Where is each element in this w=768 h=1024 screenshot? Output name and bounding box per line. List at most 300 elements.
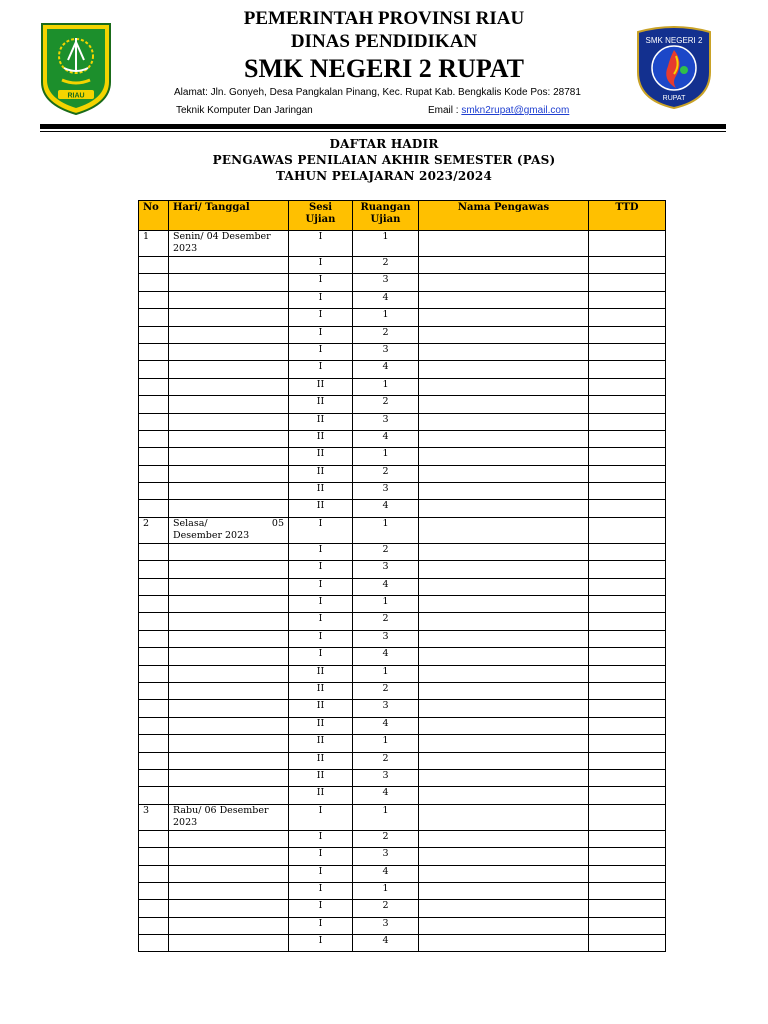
row-day-date <box>169 787 289 804</box>
row-room: 1 <box>353 231 419 257</box>
table-row <box>139 561 666 578</box>
row-no <box>139 448 169 465</box>
row-supervisor-name-cell <box>419 517 589 543</box>
row-supervisor-name-cell <box>419 326 589 343</box>
row-no <box>139 665 169 682</box>
row-room: 1 <box>353 596 419 613</box>
row-day-date <box>169 413 289 430</box>
row-no <box>139 361 169 378</box>
row-session: II <box>289 448 353 465</box>
header-no: No <box>139 201 169 231</box>
header-email <box>428 105 569 116</box>
row-no <box>139 561 169 578</box>
row-day-date <box>169 752 289 769</box>
row-room: 1 <box>353 735 419 752</box>
row-signature-cell <box>589 448 666 465</box>
row-session: II <box>289 378 353 395</box>
table-row <box>139 596 666 613</box>
row-supervisor-name-cell <box>419 274 589 291</box>
row-session: II <box>289 396 353 413</box>
row-day-date <box>169 613 289 630</box>
row-day-date <box>169 309 289 326</box>
row-day-date: Rabu/ 06 Desember 2023 <box>169 804 289 830</box>
row-signature-cell <box>589 735 666 752</box>
row-session: II <box>289 483 353 500</box>
row-room: 4 <box>353 717 419 734</box>
header-thick-rule <box>40 124 726 129</box>
row-day-date <box>169 396 289 413</box>
row-session: I <box>289 257 353 274</box>
row-no <box>139 578 169 595</box>
row-day-part: 05 <box>271 517 284 529</box>
row-signature-cell <box>589 717 666 734</box>
row-supervisor-name-cell <box>419 882 589 899</box>
doc-year: TAHUN PELAJARAN 2023/2024 <box>275 169 493 183</box>
row-room: 3 <box>353 343 419 360</box>
row-supervisor-name-cell <box>419 769 589 786</box>
row-no <box>139 630 169 647</box>
table-row <box>139 309 666 326</box>
row-signature-cell <box>589 613 666 630</box>
row-session: I <box>289 291 353 308</box>
row-room: 3 <box>353 561 419 578</box>
table-row <box>139 848 666 865</box>
row-no: 2 <box>139 517 169 543</box>
table-row <box>139 430 666 447</box>
row-room: 4 <box>353 865 419 882</box>
row-no <box>139 648 169 665</box>
row-session: II <box>289 787 353 804</box>
row-signature-cell <box>589 326 666 343</box>
row-room: 2 <box>353 465 419 482</box>
row-signature-cell <box>589 430 666 447</box>
row-session: I <box>289 900 353 917</box>
table-row <box>139 830 666 847</box>
row-session: II <box>289 682 353 699</box>
riau-logo-text: RIAU <box>67 92 85 100</box>
row-supervisor-name-cell <box>419 309 589 326</box>
header-room: Ruangan Ujian <box>353 201 419 231</box>
row-room: 4 <box>353 291 419 308</box>
row-supervisor-name-cell <box>419 717 589 734</box>
row-supervisor-name-cell <box>419 665 589 682</box>
row-session: I <box>289 596 353 613</box>
table-row <box>139 361 666 378</box>
row-signature-cell <box>589 682 666 699</box>
row-room: 3 <box>353 483 419 500</box>
row-room: 1 <box>353 517 419 543</box>
table-row <box>139 413 666 430</box>
row-signature-cell <box>589 343 666 360</box>
row-session: I <box>289 882 353 899</box>
row-supervisor-name-cell <box>419 735 589 752</box>
header-session: Sesi Ujian <box>289 201 353 231</box>
row-day-date: Senin/ 04 Desember 2023 <box>169 231 289 257</box>
row-signature-cell <box>589 917 666 934</box>
row-session: I <box>289 561 353 578</box>
table-row <box>139 682 666 699</box>
row-session: II <box>289 465 353 482</box>
row-room: 4 <box>353 361 419 378</box>
table-row <box>139 752 666 769</box>
header-province: PEMERINTAH PROVINSI RIAU <box>243 8 525 29</box>
row-supervisor-name-cell <box>419 700 589 717</box>
row-supervisor-name-cell <box>419 343 589 360</box>
row-session: I <box>289 935 353 952</box>
row-signature-cell <box>589 500 666 517</box>
row-session: I <box>289 917 353 934</box>
row-room: 1 <box>353 804 419 830</box>
table-row <box>139 378 666 395</box>
row-supervisor-name-cell <box>419 830 589 847</box>
row-no <box>139 700 169 717</box>
doc-subtitle: PENGAWAS PENILAIAN AKHIR SEMESTER (PAS) <box>212 153 556 167</box>
row-signature-cell <box>589 630 666 647</box>
doc-title: DAFTAR HADIR <box>329 137 439 151</box>
row-no <box>139 787 169 804</box>
row-day-date <box>169 865 289 882</box>
row-room: 2 <box>353 543 419 560</box>
table-row <box>139 448 666 465</box>
row-room: 4 <box>353 935 419 952</box>
row-session: I <box>289 361 353 378</box>
row-supervisor-name-cell <box>419 378 589 395</box>
row-no <box>139 274 169 291</box>
row-no <box>139 769 169 786</box>
row-room: 2 <box>353 257 419 274</box>
row-day-date <box>169 465 289 482</box>
row-session: II <box>289 665 353 682</box>
table-row <box>139 717 666 734</box>
table-row <box>139 804 666 830</box>
table-row <box>139 935 666 952</box>
row-room: 3 <box>353 413 419 430</box>
row-day-date <box>169 274 289 291</box>
row-signature-cell <box>589 465 666 482</box>
row-session: II <box>289 735 353 752</box>
row-no <box>139 257 169 274</box>
row-no <box>139 917 169 934</box>
row-room: 1 <box>353 448 419 465</box>
row-signature-cell <box>589 648 666 665</box>
row-no <box>139 865 169 882</box>
table-row <box>139 343 666 360</box>
row-day-date <box>169 257 289 274</box>
row-day-date <box>169 483 289 500</box>
row-session: I <box>289 648 353 665</box>
row-session: II <box>289 500 353 517</box>
row-day-date <box>169 543 289 560</box>
row-day-date <box>169 717 289 734</box>
row-session: II <box>289 413 353 430</box>
row-no <box>139 291 169 308</box>
row-supervisor-name-cell <box>419 613 589 630</box>
attendance-table <box>138 200 666 952</box>
row-no <box>139 465 169 482</box>
row-day-date <box>169 430 289 447</box>
row-no <box>139 413 169 430</box>
row-day-date <box>169 648 289 665</box>
row-no <box>139 752 169 769</box>
row-room: 3 <box>353 848 419 865</box>
table-row <box>139 865 666 882</box>
row-supervisor-name-cell <box>419 361 589 378</box>
row-signature-cell <box>589 848 666 865</box>
row-supervisor-name-cell <box>419 448 589 465</box>
row-room: 4 <box>353 430 419 447</box>
row-day-date <box>169 596 289 613</box>
row-no <box>139 900 169 917</box>
table-row <box>139 465 666 482</box>
row-supervisor-name-cell <box>419 291 589 308</box>
row-session: I <box>289 231 353 257</box>
row-signature-cell <box>589 396 666 413</box>
row-day-date <box>169 735 289 752</box>
row-signature-cell <box>589 769 666 786</box>
row-room: 4 <box>353 500 419 517</box>
email-link[interactable]: smkn2rupat@gmail.com <box>461 105 570 116</box>
row-no <box>139 935 169 952</box>
row-no <box>139 882 169 899</box>
row-signature-cell <box>589 483 666 500</box>
row-no <box>139 543 169 560</box>
row-supervisor-name-cell <box>419 752 589 769</box>
row-session: I <box>289 578 353 595</box>
row-day-date <box>169 578 289 595</box>
row-day-date <box>169 326 289 343</box>
row-day-date <box>169 900 289 917</box>
table-row <box>139 396 666 413</box>
row-no <box>139 596 169 613</box>
row-session: I <box>289 630 353 647</box>
row-signature-cell <box>589 543 666 560</box>
row-session: I <box>289 830 353 847</box>
row-signature-cell <box>589 231 666 257</box>
header-program: Teknik Komputer Dan Jaringan <box>176 105 313 116</box>
row-signature-cell <box>589 830 666 847</box>
row-no <box>139 326 169 343</box>
school-badge-logo <box>632 26 716 110</box>
row-no <box>139 682 169 699</box>
table-row <box>139 517 666 543</box>
table-row <box>139 665 666 682</box>
badge-top-text: SMK NEGERI 2 <box>645 36 703 45</box>
table-row <box>139 291 666 308</box>
row-room: 3 <box>353 630 419 647</box>
row-supervisor-name-cell <box>419 630 589 647</box>
header-thin-rule <box>40 131 726 132</box>
row-session: I <box>289 343 353 360</box>
row-session: I <box>289 613 353 630</box>
row-day-date <box>169 830 289 847</box>
row-signature-cell <box>589 935 666 952</box>
row-day-date <box>169 630 289 647</box>
header-supervisor-name: Nama Pengawas <box>419 201 589 231</box>
row-no <box>139 717 169 734</box>
row-supervisor-name-cell <box>419 231 589 257</box>
table-row <box>139 613 666 630</box>
row-no <box>139 500 169 517</box>
row-day-date <box>169 500 289 517</box>
row-signature-cell <box>589 309 666 326</box>
row-no <box>139 309 169 326</box>
row-day-date <box>169 448 289 465</box>
row-session: I <box>289 804 353 830</box>
table-row <box>139 787 666 804</box>
row-room: 3 <box>353 274 419 291</box>
row-day-date <box>169 917 289 934</box>
row-day-date <box>169 291 289 308</box>
table-row <box>139 630 666 647</box>
row-day-date <box>169 882 289 899</box>
row-room: 2 <box>353 396 419 413</box>
row-supervisor-name-cell <box>419 917 589 934</box>
table-row <box>139 326 666 343</box>
table-row <box>139 543 666 560</box>
email-label: Email : <box>428 105 462 116</box>
row-session: I <box>289 865 353 882</box>
row-supervisor-name-cell <box>419 682 589 699</box>
row-supervisor-name-cell <box>419 935 589 952</box>
row-no <box>139 848 169 865</box>
row-signature-cell <box>589 804 666 830</box>
row-no <box>139 396 169 413</box>
row-day-date <box>169 682 289 699</box>
row-supervisor-name-cell <box>419 804 589 830</box>
row-day-part: Desember 2023 <box>173 529 250 541</box>
table-row <box>139 578 666 595</box>
row-room: 2 <box>353 682 419 699</box>
row-room: 4 <box>353 578 419 595</box>
table-row <box>139 500 666 517</box>
row-room: 4 <box>353 787 419 804</box>
row-supervisor-name-cell <box>419 596 589 613</box>
row-supervisor-name-cell <box>419 257 589 274</box>
row-signature-cell <box>589 700 666 717</box>
row-no <box>139 613 169 630</box>
row-day-date <box>169 700 289 717</box>
row-supervisor-name-cell <box>419 396 589 413</box>
row-room: 1 <box>353 309 419 326</box>
row-session: II <box>289 752 353 769</box>
table-row <box>139 274 666 291</box>
row-session: I <box>289 848 353 865</box>
header-school-name: SMK NEGERI 2 RUPAT <box>244 54 524 83</box>
row-supervisor-name-cell <box>419 543 589 560</box>
row-session: I <box>289 326 353 343</box>
table-row <box>139 483 666 500</box>
row-room: 3 <box>353 700 419 717</box>
row-day-part: Selasa/ <box>173 517 208 529</box>
row-signature-cell <box>589 596 666 613</box>
row-supervisor-name-cell <box>419 465 589 482</box>
table-row <box>139 231 666 257</box>
row-signature-cell <box>589 865 666 882</box>
row-session: I <box>289 543 353 560</box>
row-room: 4 <box>353 648 419 665</box>
row-no: 3 <box>139 804 169 830</box>
row-room: 2 <box>353 900 419 917</box>
table-row <box>139 735 666 752</box>
row-signature-cell <box>589 413 666 430</box>
badge-bottom-text: RUPAT <box>662 95 686 102</box>
table-row <box>139 257 666 274</box>
row-room: 2 <box>353 752 419 769</box>
row-room: 2 <box>353 830 419 847</box>
row-signature-cell <box>589 561 666 578</box>
row-signature-cell <box>589 665 666 682</box>
row-signature-cell <box>589 291 666 308</box>
row-room: 2 <box>353 613 419 630</box>
table-row <box>139 769 666 786</box>
row-session: I <box>289 309 353 326</box>
row-session: II <box>289 717 353 734</box>
table-row <box>139 700 666 717</box>
row-session: II <box>289 430 353 447</box>
row-no <box>139 483 169 500</box>
row-room: 1 <box>353 882 419 899</box>
row-session: I <box>289 274 353 291</box>
row-day-date <box>169 378 289 395</box>
row-supervisor-name-cell <box>419 865 589 882</box>
row-signature-cell <box>589 900 666 917</box>
row-day-date <box>169 848 289 865</box>
header-department: DINAS PENDIDIKAN <box>290 31 478 52</box>
row-session: I <box>289 517 353 543</box>
row-room: 3 <box>353 769 419 786</box>
row-signature-cell <box>589 787 666 804</box>
row-supervisor-name-cell <box>419 787 589 804</box>
row-no <box>139 430 169 447</box>
table-header-row <box>139 201 666 231</box>
row-session: II <box>289 700 353 717</box>
row-no <box>139 830 169 847</box>
row-supervisor-name-cell <box>419 561 589 578</box>
header-address: Alamat: Jln. Gonyeh, Desa Pangkalan Pinang, Kec. Rupat Kab. Bengkalis Kode Pos: 28781 <box>174 87 581 98</box>
row-day-date <box>169 361 289 378</box>
row-signature-cell <box>589 752 666 769</box>
row-supervisor-name-cell <box>419 413 589 430</box>
row-signature-cell <box>589 274 666 291</box>
row-room: 2 <box>353 326 419 343</box>
row-day-date <box>169 561 289 578</box>
row-day-date <box>169 517 289 543</box>
row-supervisor-name-cell <box>419 648 589 665</box>
row-signature-cell <box>589 257 666 274</box>
row-supervisor-name-cell <box>419 848 589 865</box>
row-room: 1 <box>353 378 419 395</box>
row-signature-cell <box>589 578 666 595</box>
row-supervisor-name-cell <box>419 900 589 917</box>
row-signature-cell <box>589 378 666 395</box>
row-day-date <box>169 665 289 682</box>
table-row <box>139 648 666 665</box>
row-day-date <box>169 935 289 952</box>
table-row <box>139 900 666 917</box>
header-day-date: Hari/ Tanggal <box>169 201 289 231</box>
row-signature-cell <box>589 517 666 543</box>
row-no <box>139 735 169 752</box>
row-signature-cell <box>589 882 666 899</box>
riau-emblem-logo <box>38 20 114 116</box>
row-room: 3 <box>353 917 419 934</box>
table-row <box>139 882 666 899</box>
row-supervisor-name-cell <box>419 500 589 517</box>
table-row <box>139 917 666 934</box>
row-supervisor-name-cell <box>419 578 589 595</box>
header-signature: TTD <box>589 201 666 231</box>
row-no <box>139 343 169 360</box>
